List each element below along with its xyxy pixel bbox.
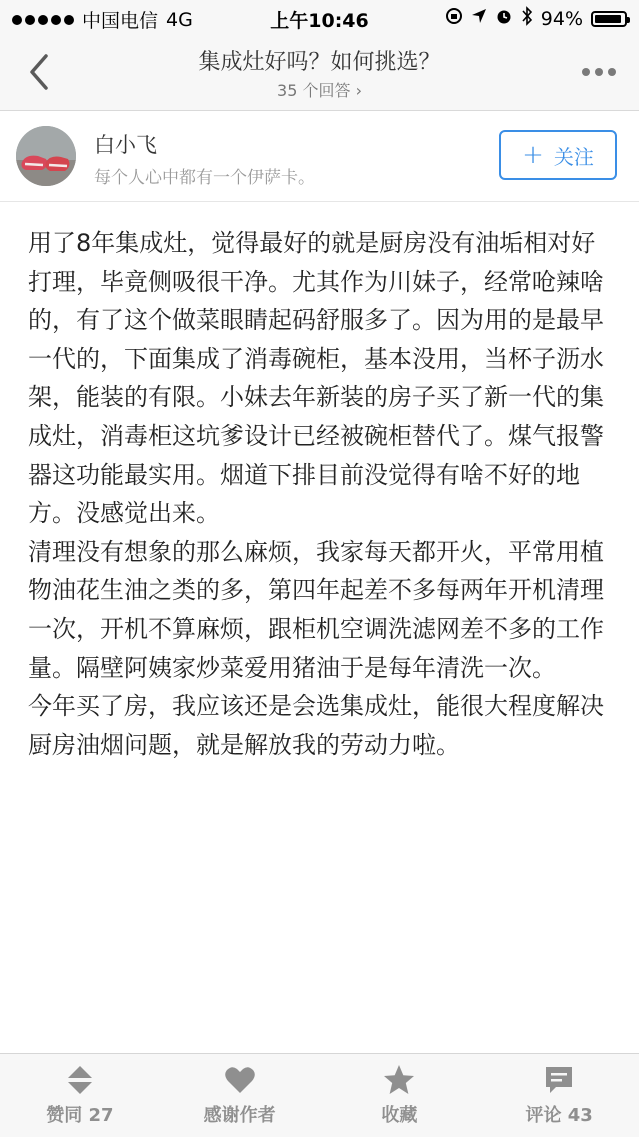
vote-label: 赞同 27 (46, 1105, 114, 1126)
answer-paragraph: 用了8年集成灶，觉得最好的就是厨房没有油垢相对好打理，毕竟侧吸很干净。尤其作为川妹子，经常呛辣啥的，有了这个做菜眼睛起码舒服多了。因为用的是最早一代的，下面集成了消毒碗柜，基本没用，当杯子沥水架，能装的有限。小妹去年新装的房子买了新一代的集成灶，消毒柜这坑爹设计已经被碗柜替代了。煤气报警器这功能最实用。烟道下排目前没觉得有啥不好的地方。没感觉出来。 (28, 229, 604, 528)
answer-paragraph: 清理没有想象的那么麻烦，我家每天都开火，平常用植物油花生油之类的多，第四年起差不多每两年开机清理一次，开机不算麻烦，跟柜机空调洗滤网差不多的工作量。隔壁阿姨家炒菜爱用猪油于是每年清洗一次。 (28, 537, 604, 682)
more-icon-dot (595, 68, 603, 76)
author-bio: 每个人心中都有一个伊萨卡。 (94, 168, 315, 188)
status-time: 上午10:46 (270, 10, 369, 32)
carrier-label: 中国电信 (82, 10, 159, 32)
alarm-icon (495, 7, 513, 30)
follow-button[interactable] (499, 130, 617, 180)
answer-paragraph: 今年买了房，我应该还是会选集成灶，能很大程度解决厨房油烟问题，就是解放我的劳动力啦。 (28, 692, 604, 759)
bluetooth-icon (521, 6, 533, 31)
network-label: 4G (166, 8, 193, 31)
back-button[interactable] (20, 50, 60, 94)
thanks-button[interactable] (160, 1054, 320, 1137)
answers-count: 35 个回答 (277, 81, 351, 100)
battery-icon (591, 11, 627, 27)
vote-button[interactable] (0, 1054, 160, 1137)
more-icon-dot (582, 68, 590, 76)
battery-fill (595, 15, 621, 23)
comment-label: 评论 43 (525, 1105, 593, 1126)
author-row (0, 111, 639, 202)
comment-button[interactable] (479, 1054, 639, 1137)
plus-icon: + (522, 140, 544, 170)
star-icon (382, 1063, 416, 1097)
comment-icon (542, 1063, 576, 1097)
location-icon (471, 8, 487, 29)
collect-button[interactable] (320, 1054, 480, 1137)
more-button[interactable] (577, 60, 621, 84)
status-bar (0, 0, 639, 36)
answer-content (28, 224, 614, 764)
question-title: 集成灶好吗？如何挑选？ (198, 50, 441, 75)
follow-label: 关注 (553, 144, 594, 169)
avatar[interactable] (16, 126, 76, 186)
nav-bar (0, 36, 639, 111)
collect-label: 收藏 (381, 1105, 418, 1126)
thanks-label: 感谢作者 (203, 1105, 276, 1126)
bottom-toolbar (0, 1053, 639, 1137)
more-icon-dot (608, 68, 616, 76)
answers-count-link[interactable] (80, 78, 559, 101)
chevron-right-icon: › (355, 81, 362, 100)
rotation-lock-icon (445, 7, 463, 30)
heart-icon (223, 1063, 257, 1097)
chevron-left-icon (20, 50, 60, 94)
battery-percent: 94% (540, 7, 583, 30)
avatar-image (16, 126, 76, 186)
status-right (445, 6, 627, 31)
vote-arrows-icon (63, 1063, 97, 1097)
author-name[interactable]: 白小飞 (94, 133, 157, 157)
